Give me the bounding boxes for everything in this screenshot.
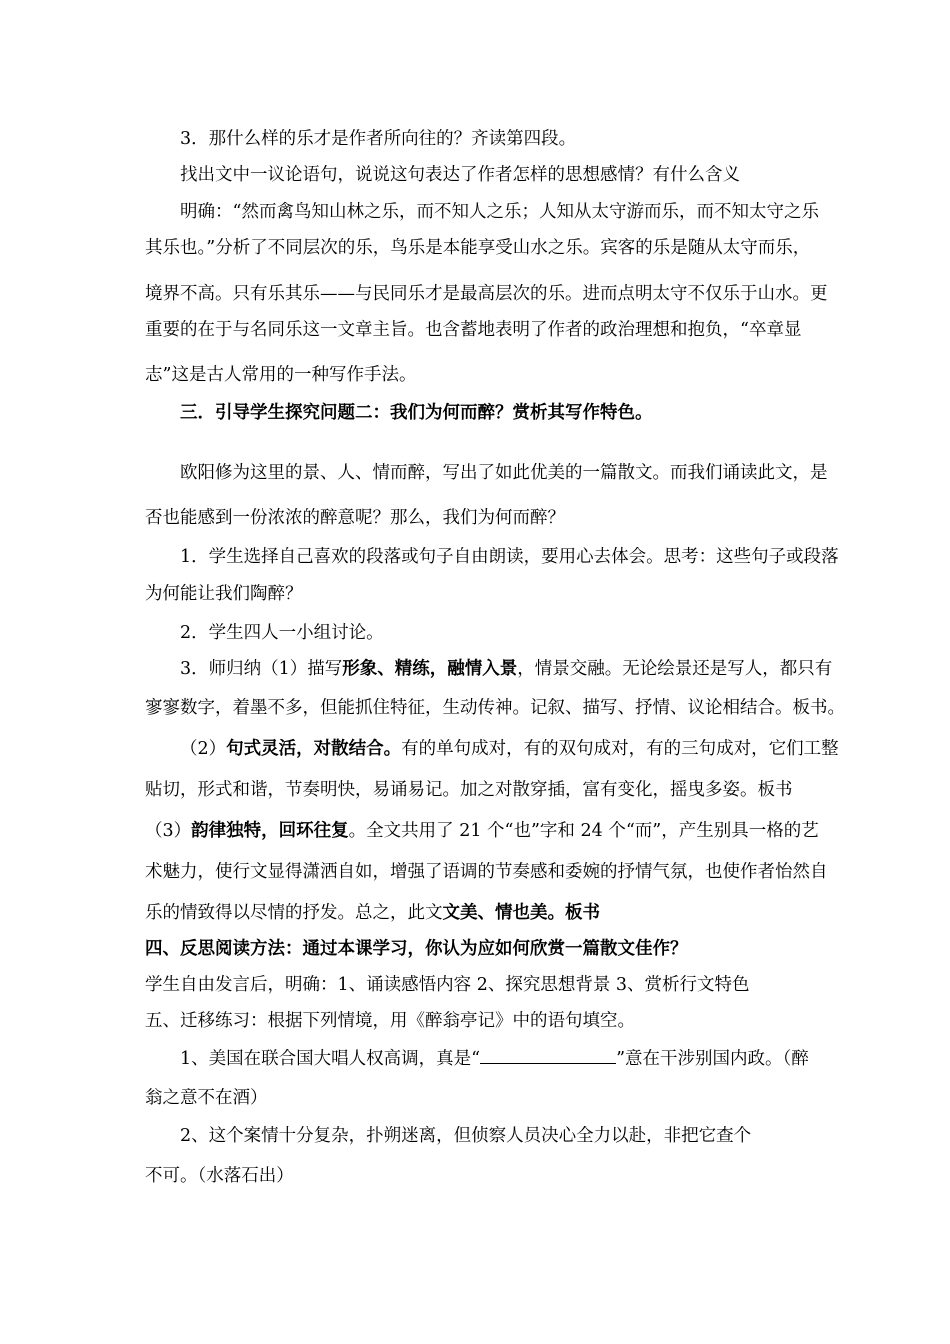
step-2: 2．学生四人一小组讨论。 — [180, 623, 384, 643]
bold-span: 文美、情也美。板书 — [442, 903, 600, 923]
point-3-line-1 — [145, 820, 819, 842]
exercise-1-line-2: 翁之意不在酒） — [145, 1088, 268, 1108]
answer-line-2: 其乐也。”分析了不同层次的乐，鸟乐是本能享受山水之乐。宾客的乐是随从太守而乐， — [145, 238, 811, 258]
instruction-line: 找出文中一议论语句，说说这句表达了作者怎样的思想感情？有什么含义 — [180, 165, 740, 185]
step-1-line-2: 为何能让我们陶醉？ — [145, 584, 303, 604]
section-heading-3: 三．引导学生探究问题二：我们为何而醉？赏析其写作特色。 — [180, 403, 653, 423]
point-2-line-1 — [180, 738, 839, 760]
bold-span: 韵律独特，回环往复 — [191, 821, 349, 841]
text-span: （3） — [145, 821, 192, 841]
exercise-2-line-2: 不可。（水落石出） — [145, 1166, 294, 1186]
step-3-line-1 — [180, 658, 832, 680]
answer-line-4: 重要的在于与名同乐这一文章主旨。也含蓄地表明了作者的政治理想和抱负，“卒章显 — [145, 320, 802, 340]
text-span: （2） — [180, 739, 227, 759]
point-2-line-2: 贴切，形式和谐，节奏明快，易诵易记。加之对散穿插，富有变化，摇曳多姿。板书 — [145, 780, 793, 800]
exercise-2-line-1: 2、这个案情十分复杂，扑朔迷离，但侦察人员决心全力以赴，非把它查个 — [180, 1126, 752, 1146]
text-span: 有的单句成对，有的双句成对，有的三句成对，它们工整 — [401, 739, 839, 759]
paragraph-line-2: 否也能感到一份浓浓的醉意呢？那么，我们为何而醉？ — [145, 508, 565, 528]
step-3-line-2: 寥寥数字，着墨不多，但能抓住特征，生动传神。记叙、描写、抒情、议论相结合。板书。 — [145, 698, 845, 718]
point-3-line-2: 术魅力，使行文显得潇洒自如，增强了语调的节奏感和委婉的抒情气氛，也使作者怡然自 — [145, 862, 828, 882]
text-span: 1、美国在联合国大唱人权高调，真是“ — [180, 1049, 481, 1069]
summary-line: 学生自由发言后，明确：1、诵读感悟内容 2、探究思想背景 3、赏析行文特色 — [145, 975, 750, 995]
paragraph-line-1: 欧阳修为这里的景、人、情而醉，写出了如此优美的一篇散文。而我们诵读此文，是 — [180, 463, 828, 483]
text-span: 乐的情致得以尽情的抒发。总之，此文 — [145, 903, 443, 923]
text-span: 3．师归纳（1）描写 — [180, 659, 343, 679]
section-heading-4: 四、反思阅读方法：通过本课学习，你认为应如何欣赏一篇散文佳作？ — [145, 939, 688, 959]
text-span: ”意在干涉别国内政。（醉 — [616, 1049, 809, 1069]
text-span: 。全文共用了 21 个“也”字和 24 个“而”，产生别具一格的艺 — [348, 821, 819, 841]
fill-blank — [480, 1049, 616, 1064]
text-span: ，情景交融。无论绘景还是写人，都只有 — [517, 659, 833, 679]
question-3: 3．那什么样的乐才是作者所向往的？齐读第四段。 — [180, 129, 577, 149]
bold-span: 句式灵活，对散结合。 — [226, 739, 402, 759]
section-heading-5: 五、迁移练习：根据下列情境，用《醉翁亭记》中的语句填空。 — [145, 1011, 635, 1031]
answer-line-5: 志”这是古人常用的一种写作手法。 — [145, 365, 417, 385]
answer-line-3: 境界不高。只有乐其乐——与民同乐才是最高层次的乐。进而点明太守不仅乐于山水。更 — [145, 284, 828, 304]
step-1-line-1: 1．学生选择自己喜欢的段落或句子自由朗读，要用心去体会。思考：这些句子或段落 — [180, 547, 839, 567]
point-3-line-3 — [145, 902, 600, 924]
exercise-1-line-1 — [180, 1048, 809, 1070]
answer-line-1: 明确：“然而禽鸟知山林之乐，而不知人之乐；人知从太守游而乐，而不知太守之乐 — [180, 202, 819, 222]
bold-span: 形象、精练，融情入景 — [342, 659, 518, 679]
